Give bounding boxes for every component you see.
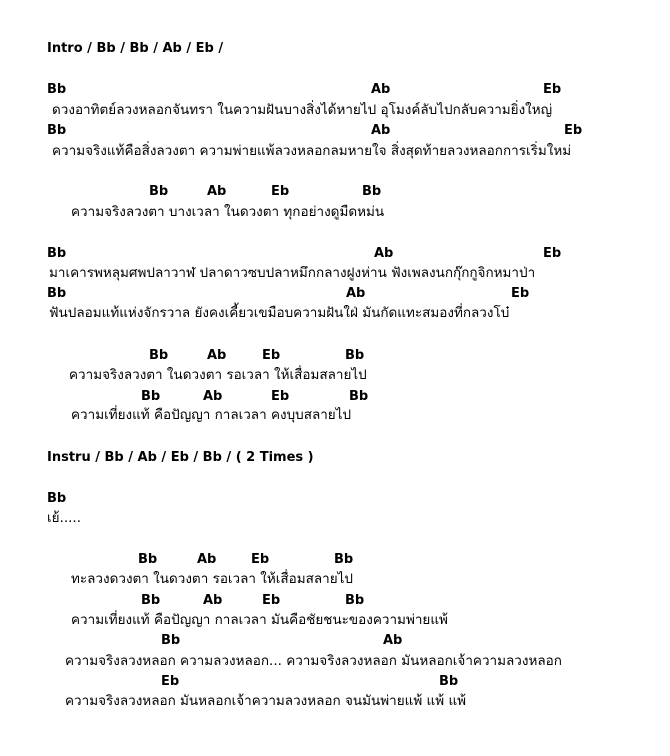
lyric-line: ดวงอาทิตย์ลวงหลอกจันทรา ในความฝันบางสิ่งได้หายไป อุโมงค์ลับไปกลับความยิ่งใหญ่ — [52, 102, 553, 118]
lyric-line: ความเที่ยงแท้ คือปัญญา กาลเวลา คงบุบสลายไป — [71, 407, 352, 423]
lyric-line: ความจริงลวงหลอก มันหลอกเจ้าความลวงหลอก จนมันพ่ายแพ้ แพ้ แพ้ — [65, 693, 467, 709]
chord: Bb — [138, 552, 158, 567]
lyric-line: ความเที่ยงแท้ คือปัญญา กาลเวลา มันคือชัยชนะของความพ่ายแพ้ — [71, 612, 448, 628]
lyric-line: ความจริงลวงหลอก ความลวงหลอก... ความจริงลวงหลอก มันหลอกเจ้าความลวงหลอก — [65, 653, 562, 669]
lyric-line: ทะลวงดวงตา ในดวงตา รอเวลา ให้เสื่อมสลายไป — [71, 571, 353, 587]
chord: Bb — [47, 491, 67, 506]
chord: Bb — [47, 82, 67, 97]
chord: Bb — [334, 552, 354, 567]
chord: Bb — [362, 184, 382, 199]
chord: Eb — [271, 184, 290, 199]
chord: Bb — [149, 348, 169, 363]
chord: Bb — [47, 246, 67, 261]
chord: Ab — [203, 593, 223, 608]
chord: Ab — [207, 184, 227, 199]
chord: Eb — [161, 674, 180, 689]
chord: Ab — [371, 123, 391, 138]
chord: Bb — [439, 674, 459, 689]
chord: Ab — [346, 286, 366, 301]
chord: Bb — [345, 348, 365, 363]
chord: Eb — [271, 389, 290, 404]
chord: Ab — [203, 389, 223, 404]
chord: Bb — [149, 184, 169, 199]
chord: Eb — [262, 593, 281, 608]
chord: Ab — [197, 552, 217, 567]
chord: Bb — [47, 286, 67, 301]
intro-line: Intro / Bb / Bb / Ab / Eb / — [47, 41, 224, 56]
lyric-line: ความจริงลวงตา บางเวลา ในดวงตา ทุกอย่างดูมืดหม่น — [71, 204, 385, 220]
chord: Ab — [383, 633, 403, 648]
chord: Eb — [543, 246, 562, 261]
chord: Eb — [564, 123, 583, 138]
lyric-line: ฟันปลอมแท้แห่งจักรวาล ยังคงเคี้ยวเขมือบความฝันใฝ่ มันกัดแทะสมองที่กลวงโบ๋ — [49, 305, 510, 321]
chord: Bb — [345, 593, 365, 608]
chord: Eb — [511, 286, 530, 301]
chord: Eb — [251, 552, 270, 567]
chord: Ab — [374, 246, 394, 261]
chord: Ab — [371, 82, 391, 97]
chord: Eb — [262, 348, 281, 363]
chord: Bb — [141, 389, 161, 404]
lyric-line: เย้..... — [47, 510, 81, 526]
chord: Bb — [161, 633, 181, 648]
instru-line: Instru / Bb / Ab / Eb / Bb / ( 2 Times ) — [47, 450, 314, 465]
chord: Eb — [543, 82, 562, 97]
chord: Ab — [207, 348, 227, 363]
lyric-line: มาเคารพหลุมศพปลาวาฬ ปลาดาวซบปลาหมึกกลางฝูงห่าน ฟังเพลงนกกุ๊กกูจิกหมาป่า — [49, 265, 536, 281]
chord: Bb — [349, 389, 369, 404]
chord: Bb — [47, 123, 67, 138]
lyric-line: ความจริงแท้คือสิ่งลวงตา ความพ่ายแพ้ลวงหลอกลมหายใจ สิ่งสุดท้ายลวงหลอกการเริ่มใหม่ — [52, 143, 572, 159]
lyric-line: ความจริงลวงตา ในดวงตา รอเวลา ให้เสื่อมสลายไป — [69, 367, 367, 383]
chord: Bb — [141, 593, 161, 608]
